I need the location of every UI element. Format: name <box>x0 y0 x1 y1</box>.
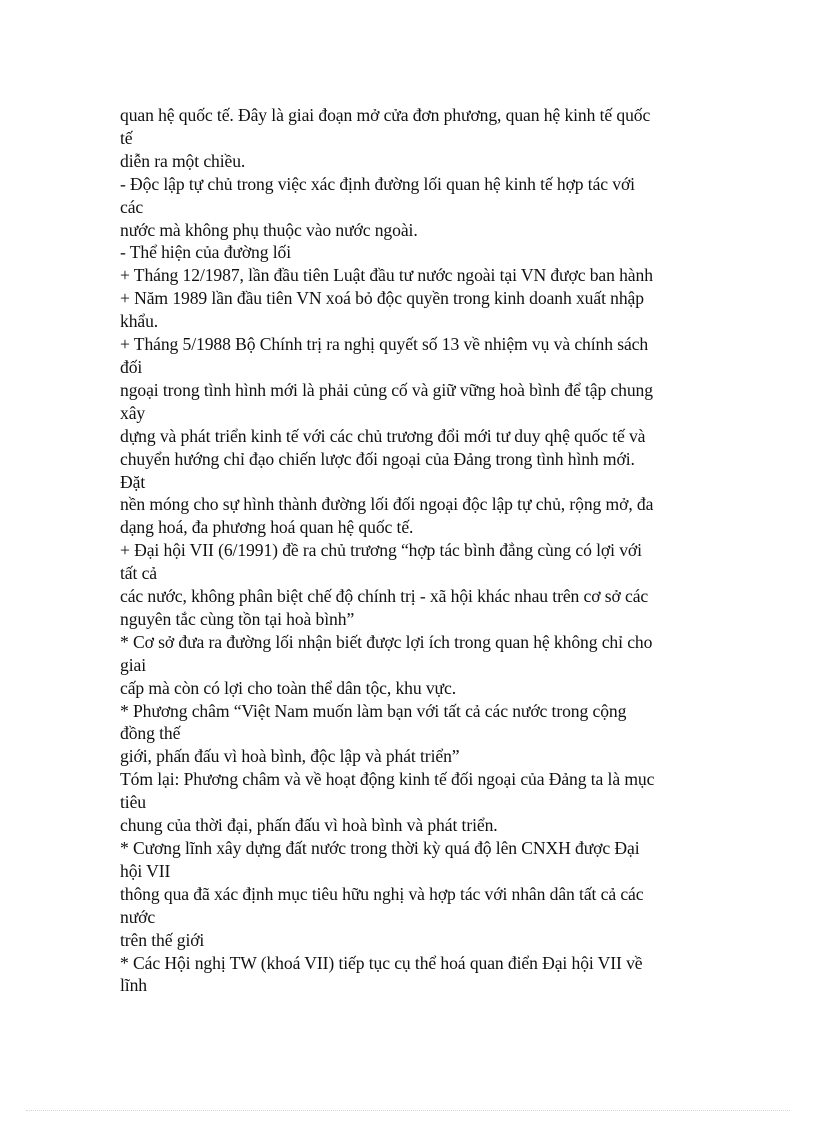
text-line: tiêu <box>120 792 146 813</box>
text-line: nước <box>120 906 156 927</box>
text-line: tất cả <box>120 563 158 584</box>
text-line: khẩu. <box>120 311 159 332</box>
text-line: trên thế giới <box>120 929 205 950</box>
text-line: + Đại hội VII (6/1991) đề ra chủ trương “hợp tác bình đẳng cùng có lợi với <box>120 540 642 561</box>
text-line: xây <box>120 402 146 423</box>
text-line: diễn ra một chiều. <box>120 150 246 171</box>
text-line: các nước, không phân biệt chế độ chính trị - xã hội khác nhau trên cơ sở các <box>120 586 649 607</box>
text-line: dạng hoá, đa phương hoá quan hệ quốc tế. <box>120 517 414 538</box>
text-line: - Thể hiện của đường lối <box>120 242 291 263</box>
text-line: chung của thời đại, phấn đấu vì hoà bình và phát triển. <box>120 815 498 836</box>
text-line: Tóm lại: Phương châm và về hoạt động kinh tế đối ngoại của Đảng ta là mục <box>120 769 655 790</box>
text-line: ngoại trong tình hình mới là phải củng cố và giữ vững hoà bình để tập chung <box>120 379 653 400</box>
text-line: đối <box>120 356 143 377</box>
text-line: + Tháng 5/1988 Bộ Chính trị ra nghị quyết số 13 về nhiệm vụ và chính sách <box>120 334 649 355</box>
text-line: cấp mà còn có lợi cho toàn thể dân tộc, khu vực. <box>120 677 456 698</box>
text-line: * Các Hội nghị TW (khoá VII) tiếp tục cụ thể hoá quan điển Đại hội VII về <box>120 952 643 973</box>
text-line: lĩnh <box>120 975 147 996</box>
text-line: đồng thế <box>120 723 181 744</box>
text-line: thông qua đã xác định mục tiêu hữu nghị và hợp tác với nhân dân tất cả các <box>120 883 644 904</box>
text-line: nước mà không phụ thuộc vào nước ngoài. <box>120 219 418 240</box>
text-line: * Cơ sở đưa ra đường lối nhận biết được lợi ích trong quan hệ không chỉ cho <box>120 631 653 652</box>
text-line: chuyển hướng chỉ đạo chiến lược đối ngoại của Đảng trong tình hình mới. <box>120 448 635 469</box>
page-bottom-divider <box>26 1110 790 1111</box>
document-body <box>120 104 700 997</box>
text-line: - Độc lập tự chủ trong việc xác định đường lối quan hệ kinh tế hợp tác với <box>120 173 635 194</box>
text-line: các <box>120 196 144 217</box>
text-line: Đặt <box>120 471 146 492</box>
text-line: * Cương lĩnh xây dựng đất nước trong thời kỳ quá độ lên CNXH được Đại <box>120 838 640 858</box>
text-line: * Phương châm “Việt Nam muốn làm bạn với tất cả các nước trong cộng <box>120 700 627 721</box>
text-line: giới, phấn đấu vì hoà bình, độc lập và phát triển” <box>120 746 460 767</box>
text-line: + Tháng 12/1987, lần đầu tiên Luật đầu tư nước ngoài tại VN được ban hành <box>120 265 653 286</box>
text-line: nguyên tắc cùng tồn tại hoà bình” <box>120 608 355 629</box>
text-line: giai <box>120 654 146 675</box>
text-line: tế <box>120 127 133 148</box>
text-line: nền móng cho sự hình thành đường lối đối ngoại độc lập tự chủ, rộng mở, đa <box>120 494 654 515</box>
text-line: + Năm 1989 lần đầu tiên VN xoá bỏ độc quyền trong kinh doanh xuất nhập <box>120 288 644 309</box>
text-line: quan hệ quốc tế. Đây là giai đoạn mở cửa đơn phương, quan hệ kinh tế quốc <box>120 105 651 125</box>
text-line: hội VII <box>120 860 171 881</box>
text-line: dựng và phát triển kinh tế với các chủ trương đổi mới tư duy qhệ quốc tế và <box>120 425 646 446</box>
